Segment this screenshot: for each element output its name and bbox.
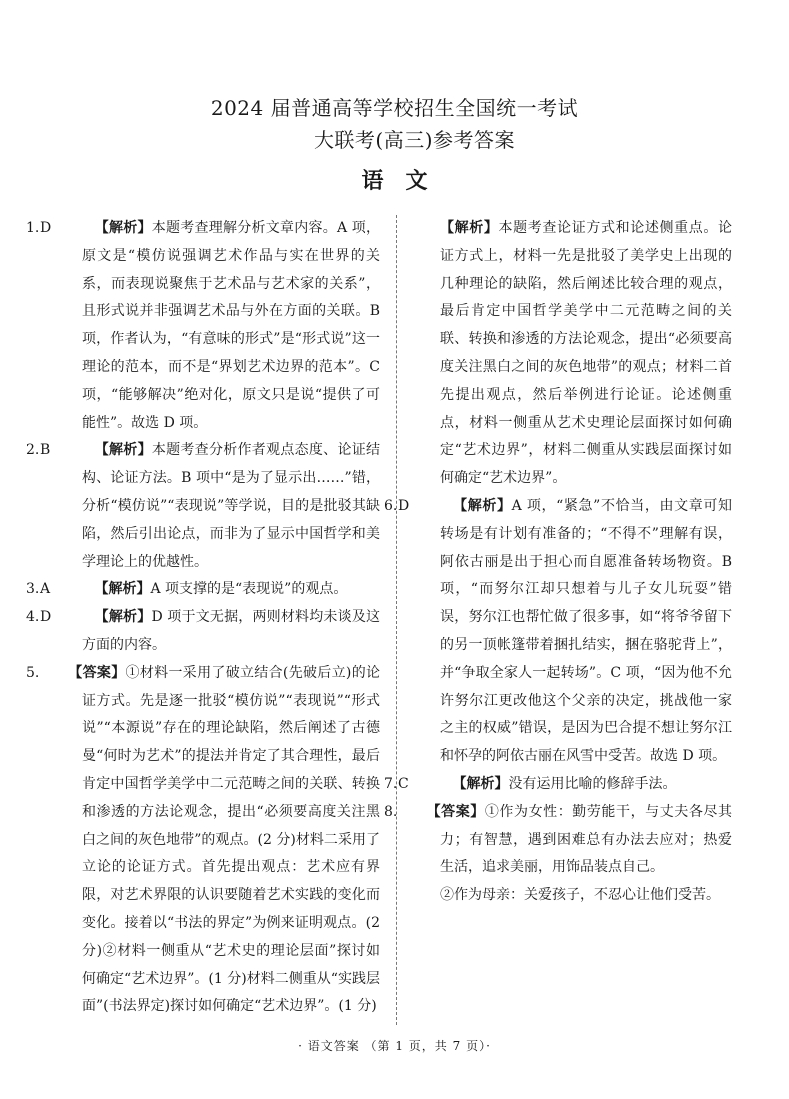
answer-item-4 (26, 604, 381, 660)
page-footer: · 语文答案 （第 1 页，共 7 页）· (298, 1039, 491, 1053)
item-text: ②作为母亲：关爱孩子，不忍心让他们受苦。 (440, 887, 720, 904)
column-divider (396, 215, 397, 1025)
right-column (384, 215, 733, 910)
item-text: D 项于文无据，两则材料均未谈及这方面的内容。 (82, 609, 381, 653)
analysis-tag: 【解析】 (452, 775, 509, 792)
item-number: 3. (26, 581, 40, 598)
item-text: A 项，“紧急”不恰当，由文章可知转场是有计划有准备的；“不得不”理解有误，阿依古丽是出于担心而自愿准备转场物资。B 项，“而努尔江却只想着与儿子女儿玩耍”错误，努尔江也帮忙做了很多事，如“将爷爷留下的另一顶帐篷带着捆扎结实，捆在骆驼背上”，并“争取全家人一起转场”。C 项，“因为他不允许努尔江更改他这个父亲的决定，挑战他一家之主的权威”错误，是因为巴合提不想让努尔江和怀孕的阿依古丽在风雪中受苦。故选 D 项。 (440, 497, 733, 765)
item-text: 本题考查理解分析文章内容。A 项，原文是“模仿说强调艺术作品与实在世界的关系，而表现说聚焦于艺术品与艺术家的关系”，且形式说并非强调艺术品与外在方面的关联。B 项，作者认为，“有意味的形式”是“形式说”这一理论的范本，而不是“界划艺术边界的范本”。C 项，“能够解决”绝对化，原文只是说“提供了可能性”。故选 D 项。 (82, 220, 381, 431)
item-text: 本题考查分析作者观点态度、论证结构、论证方法。B 项中“是为了显示出……”错，分析“模仿说”“表现说”等学说，目的是批驳其缺陷，然后引出论点，而非为了显示中国哲学和美学理论上的优越性。 (82, 442, 381, 570)
item-answer: B (40, 442, 51, 459)
analysis-tag: 【解析】 (94, 609, 152, 626)
answer-item-7 (384, 771, 732, 799)
item-text: ①作为女性：勤劳能干，与丈夫各尽其力；有智慧，遇到困难总有办法去应对；热爱生活，追求美丽，用饰品装点自己。 (440, 803, 733, 876)
answer-item-5 (26, 660, 380, 1021)
item-answer: D (40, 609, 52, 626)
answer-tag: 【答案】 (426, 803, 485, 820)
analysis-tag: 【解析】 (94, 442, 152, 459)
answer-tag: 【答案】 (68, 664, 126, 681)
item-text: 本题考查论证方式和论述侧重点。论证方式上，材料一先是批驳了美学史上出现的几种理论的缺陷，然后阐述比较合理的观点，最后肯定中国哲学美学中二元范畴之间的关联、转换和渗透的方法论观念，提出“必须要高度关注黑白之间的灰色地带”的观点；材料二首先提出观点，然后举例进行论证。论述侧重点，材料一侧重从艺术史理论层面探讨如何确定“艺术边界”，材料二侧重从实践层面探讨如何确定“艺术边界”。 (440, 220, 733, 487)
answer-item-6 (384, 493, 733, 771)
answer-item-5-analysis (412, 215, 732, 493)
item-number: 1. (26, 220, 40, 236)
exam-subtitle: 大联考(高三)参考答案 (313, 128, 516, 152)
analysis-tag: 【解析】 (453, 497, 512, 514)
answer-item-1 (26, 215, 381, 437)
item-number: 2. (26, 442, 40, 459)
item-number: 7. (384, 775, 398, 792)
analysis-tag: 【解析】 (440, 220, 499, 236)
item-number: 8. (384, 803, 398, 820)
subject-title: 语文 (361, 168, 450, 194)
answer-item-8 (384, 799, 733, 882)
item-number: 4. (26, 609, 40, 626)
answer-item-8-part2 (412, 882, 732, 910)
item-number: 6. (384, 497, 398, 514)
analysis-tag: 【解析】 (94, 220, 152, 236)
item-text: 没有运用比喻的修辞手法。 (508, 775, 677, 792)
item-answer: D (40, 220, 52, 236)
analysis-tag: 【解析】 (94, 581, 151, 598)
left-column (26, 215, 381, 1021)
item-text: ①材料一采用了破立结合(先破后立)的论证方式。先是逐一批驳“模仿说”“表现说”“形式说”“本源说”存在的理论缺陷，然后阐述了古德曼“何时为艺术”的提法并肯定了其合理性，最后肯定中国哲学美学中二元范畴之间的关联、转换和渗透的方法论观念，提出“必须要高度关注黑白之间的灰色地带”的观点。(2 分)材料二采用了立论的论证方式。首先提出观点：艺术应有界限，对艺术界限的认识要随着艺术实践的变化而变化。接着以“书法的界定”为例来证明观点。(2 分)②材料一侧重从“艺术史的理论层面”探讨如何确定“艺术边界”。(1 分)材料二侧重从“实践层面”(书法界定)探讨如何确定“艺术边界”。(1 分) (82, 664, 380, 1015)
item-answer: C (398, 775, 409, 792)
item-answer: D (398, 497, 410, 514)
item-answer: A (40, 581, 51, 598)
answer-item-2 (26, 437, 381, 576)
item-number: 5. (26, 664, 40, 681)
item-text: A 项支撑的是“表现说”的观点。 (150, 581, 348, 598)
answer-item-3 (26, 576, 380, 604)
exam-title: 2024 届普通高等学校招生全国统一考试 (210, 96, 579, 120)
